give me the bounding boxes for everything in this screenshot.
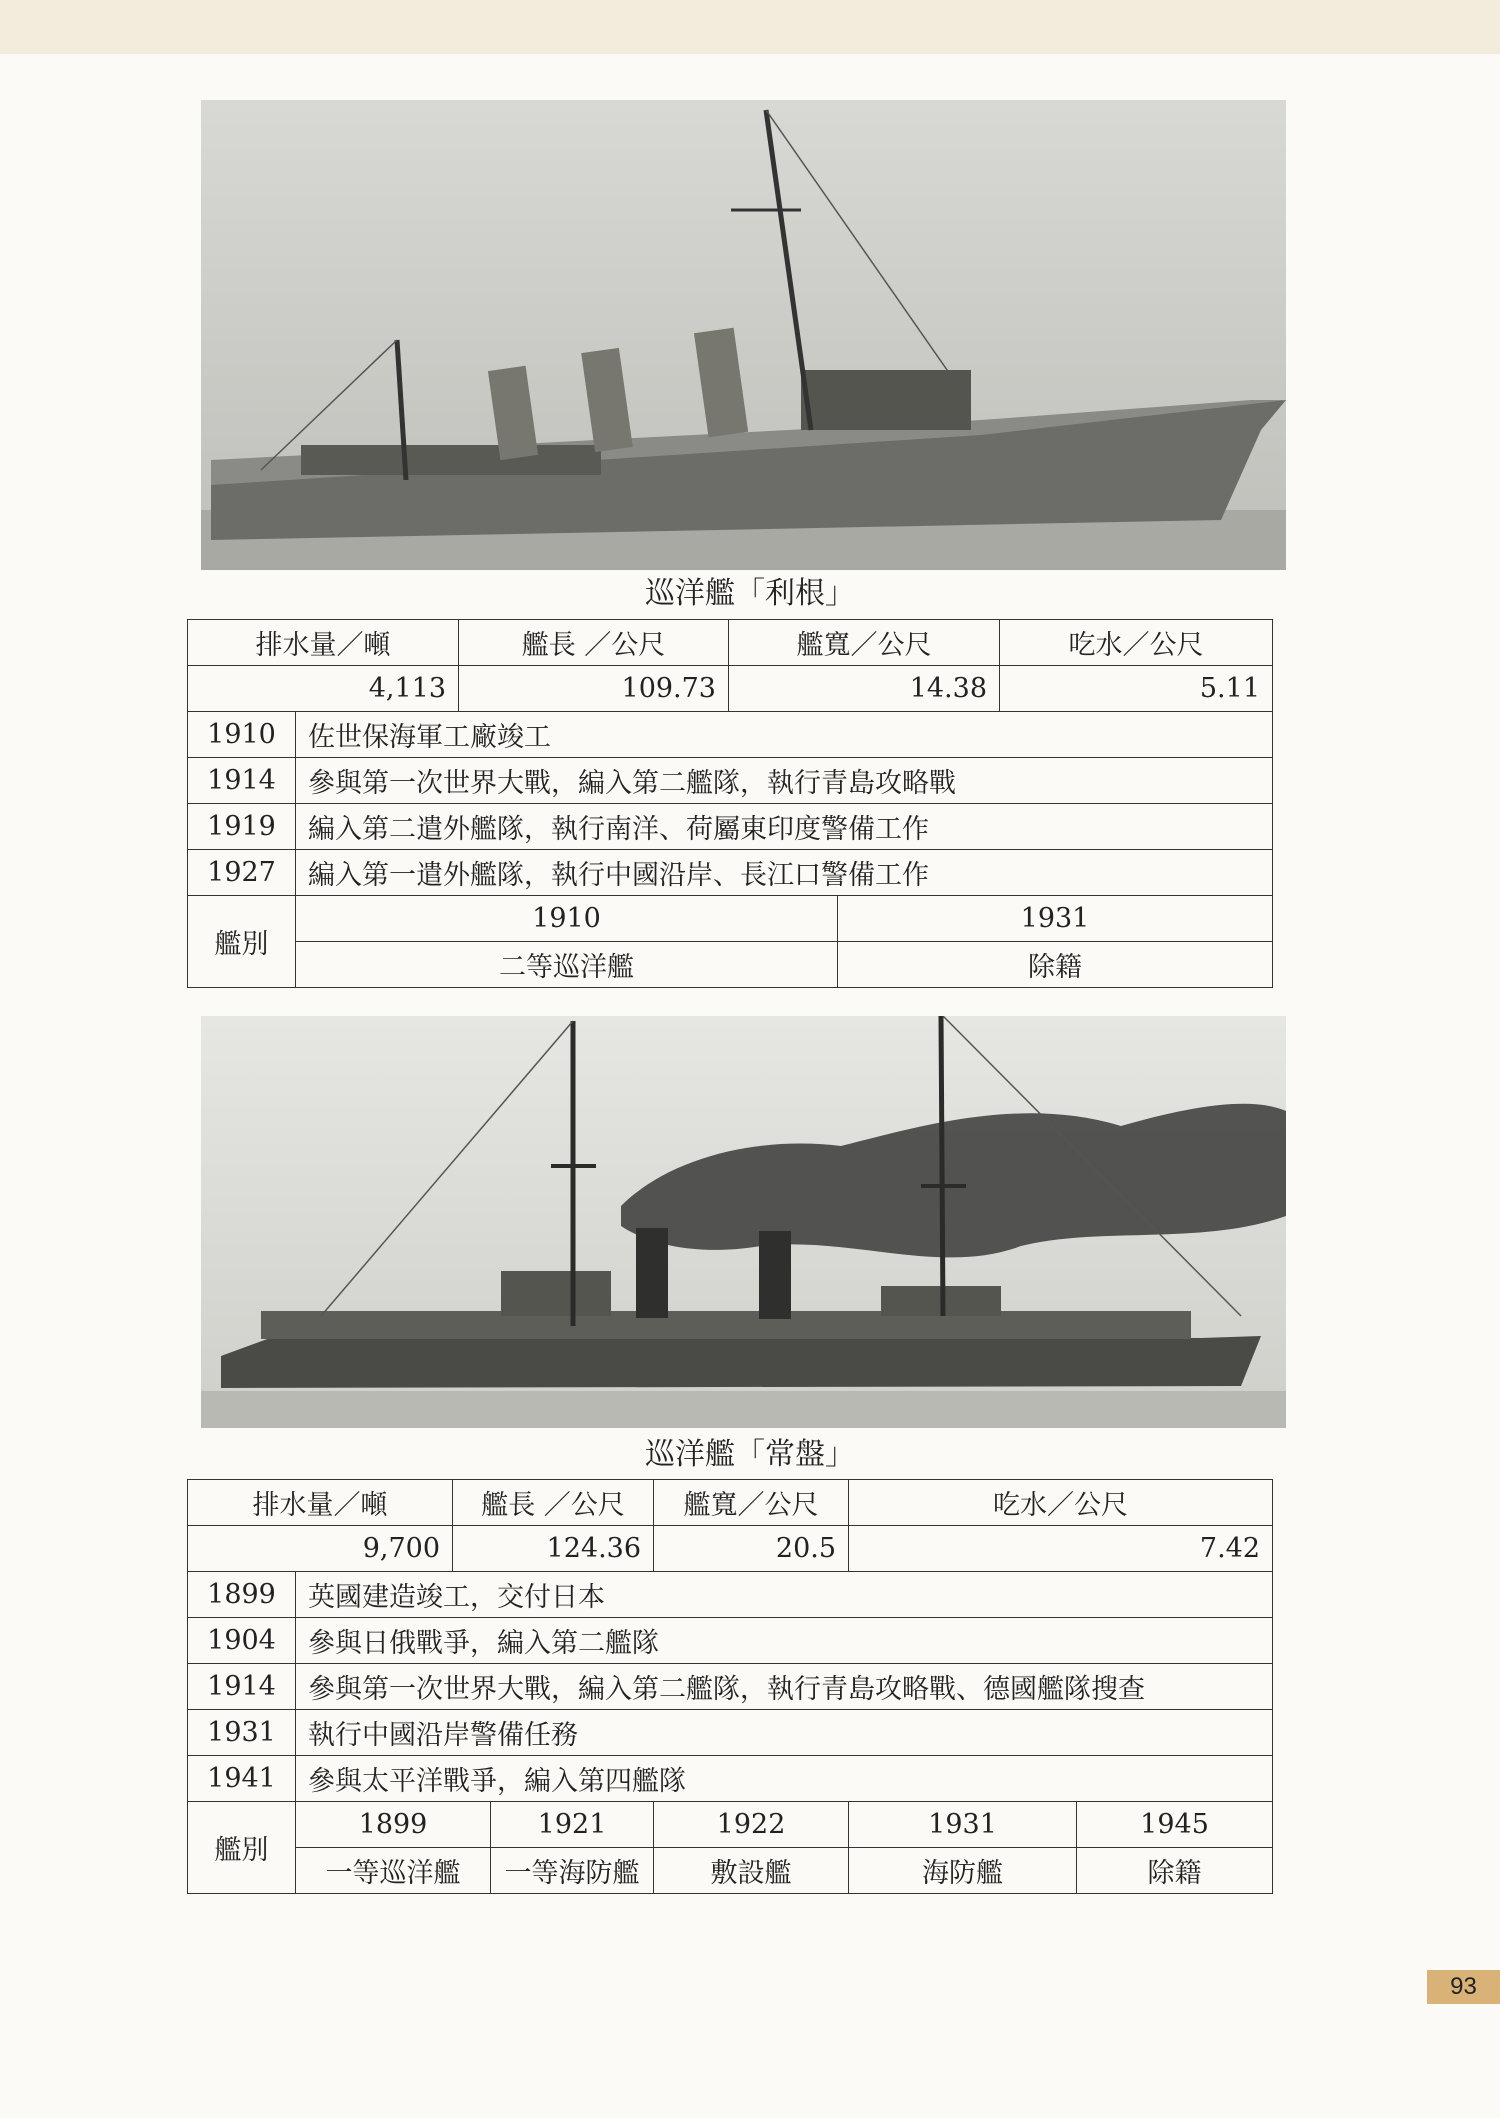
page-number: 93 — [1427, 1970, 1500, 2004]
history-event: 參與第一次世界大戰，編入第二艦隊，執行青島攻略戰 — [296, 758, 1273, 804]
history-row — [188, 1664, 1273, 1710]
spec-table-tone — [187, 619, 1273, 988]
history-year: 1904 — [188, 1618, 296, 1664]
length-value: 124.36 — [453, 1526, 654, 1572]
history-event: 執行中國沿岸警備任務 — [296, 1710, 1273, 1756]
spec-table-tokiwa — [187, 1479, 1273, 1894]
displacement-header: 排水量／噸 — [188, 1480, 453, 1526]
class-year: 1922 — [654, 1802, 849, 1848]
top-band — [0, 0, 1500, 54]
history-event: 參與太平洋戰爭，編入第四艦隊 — [296, 1756, 1273, 1802]
history-event: 編入第一遣外艦隊，執行中國沿岸、長江口警備工作 — [296, 850, 1273, 896]
history-event: 編入第二遣外艦隊，執行南洋、荷屬東印度警備工作 — [296, 804, 1273, 850]
class-type: 除籍 — [838, 942, 1273, 988]
history-event: 參與日俄戰爭，編入第二艦隊 — [296, 1618, 1273, 1664]
caption-tone: 巡洋艦「利根」 — [645, 576, 855, 611]
class-type: 一等巡洋艦 — [296, 1848, 491, 1894]
history-year: 1910 — [188, 712, 296, 758]
class-type: 海防艦 — [849, 1848, 1077, 1894]
history-year: 1927 — [188, 850, 296, 896]
displacement-value: 9,700 — [188, 1526, 453, 1572]
class-year: 1945 — [1077, 1802, 1273, 1848]
history-year: 1941 — [188, 1756, 296, 1802]
displacement-header: 排水量／噸 — [188, 620, 459, 666]
spec-value-row — [188, 666, 1273, 712]
history-year: 1899 — [188, 1572, 296, 1618]
displacement-value: 4,113 — [188, 666, 459, 712]
class-type-row — [188, 1848, 1273, 1894]
history-row — [188, 1710, 1273, 1756]
history-event: 佐世保海軍工廠竣工 — [296, 712, 1273, 758]
history-year: 1914 — [188, 1664, 296, 1710]
history-year: 1919 — [188, 804, 296, 850]
history-row — [188, 1572, 1273, 1618]
history-year: 1931 — [188, 1710, 296, 1756]
ship-photo-tone — [201, 100, 1286, 570]
draft-header: 吃水／公尺 — [1000, 620, 1273, 666]
caption-tokiwa: 巡洋艦「常盤」 — [645, 1437, 855, 1472]
beam-value: 14.38 — [729, 666, 1000, 712]
class-year: 1899 — [296, 1802, 491, 1848]
beam-header: 艦寬／公尺 — [654, 1480, 849, 1526]
history-row — [188, 1618, 1273, 1664]
class-year: 1921 — [491, 1802, 654, 1848]
class-type: 一等海防艦 — [491, 1848, 654, 1894]
beam-header: 艦寬／公尺 — [729, 620, 1000, 666]
class-label: 艦別 — [188, 896, 296, 988]
history-row — [188, 712, 1273, 758]
history-year: 1914 — [188, 758, 296, 804]
history-row — [188, 758, 1273, 804]
spec-header-row — [188, 620, 1273, 666]
class-year: 1931 — [849, 1802, 1077, 1848]
spec-value-row — [188, 1526, 1273, 1572]
length-header: 艦長 ／公尺 — [453, 1480, 654, 1526]
draft-value: 7.42 — [849, 1526, 1273, 1572]
class-year: 1910 — [296, 896, 838, 942]
length-header: 艦長 ／公尺 — [459, 620, 729, 666]
history-event: 英國建造竣工，交付日本 — [296, 1572, 1273, 1618]
class-label: 艦別 — [188, 1802, 296, 1894]
class-year-row — [188, 1802, 1273, 1848]
class-type: 二等巡洋艦 — [296, 942, 838, 988]
class-type-row — [188, 942, 1273, 988]
class-type: 敷設艦 — [654, 1848, 849, 1894]
class-year-row — [188, 896, 1273, 942]
class-year: 1931 — [838, 896, 1273, 942]
length-value: 109.73 — [459, 666, 729, 712]
spec-header-row — [188, 1480, 1273, 1526]
history-row — [188, 1756, 1273, 1802]
draft-value: 5.11 — [1000, 666, 1273, 712]
history-event: 參與第一次世界大戰，編入第二艦隊，執行青島攻略戰、德國艦隊搜查 — [296, 1664, 1273, 1710]
ship-photo-tokiwa — [201, 1016, 1286, 1428]
history-row — [188, 804, 1273, 850]
class-type: 除籍 — [1077, 1848, 1273, 1894]
history-row — [188, 850, 1273, 896]
beam-value: 20.5 — [654, 1526, 849, 1572]
draft-header: 吃水／公尺 — [849, 1480, 1273, 1526]
